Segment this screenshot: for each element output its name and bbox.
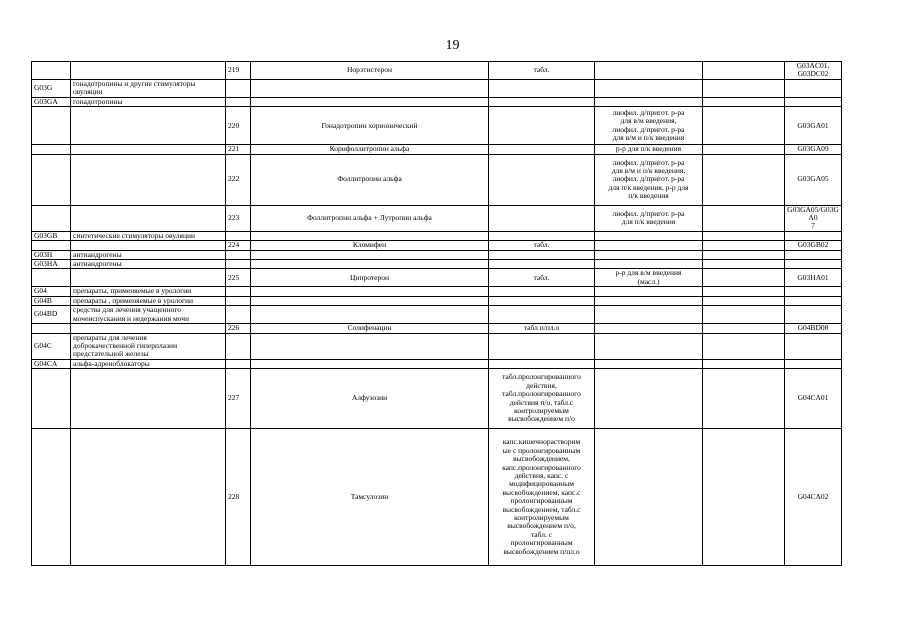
empty-cell bbox=[703, 369, 785, 429]
dosage-form-secondary bbox=[595, 250, 703, 259]
dosage-form-primary: капс.кишечнорастворим ые с пролонгированным высвобождением, капс.пролонгированного действия, капс. с модифицированным высвобождением, капс.с пролонгированным высвобождением, табл.с контролируемым высвобождением п/о, табл. с пролонгированным высвобождением п/пл.о bbox=[489, 429, 595, 566]
dosage-form-primary bbox=[489, 145, 595, 154]
atc-group-name bbox=[71, 269, 226, 287]
drug-name bbox=[251, 231, 489, 240]
atc-group-code bbox=[32, 369, 71, 429]
drug-name bbox=[251, 287, 489, 296]
item-number: 224 bbox=[226, 241, 251, 250]
dosage-form-secondary bbox=[595, 97, 703, 106]
table-row bbox=[32, 306, 842, 324]
dosage-form-primary bbox=[489, 306, 595, 324]
dosage-form-primary bbox=[489, 107, 595, 145]
dosage-form-primary bbox=[489, 205, 595, 231]
dosage-form-secondary bbox=[595, 306, 703, 324]
empty-cell bbox=[703, 333, 785, 359]
atc-group-name bbox=[71, 107, 226, 145]
item-number bbox=[226, 79, 251, 97]
item-number bbox=[226, 359, 251, 368]
dosage-form-secondary bbox=[595, 296, 703, 305]
atc-code bbox=[785, 333, 842, 359]
drug-name bbox=[251, 97, 489, 106]
atc-group-code bbox=[32, 145, 71, 154]
atc-code: G03GB02 bbox=[785, 241, 842, 250]
dosage-form-primary: табл. bbox=[489, 62, 595, 80]
page-number: 19 bbox=[445, 38, 460, 53]
atc-group-name bbox=[71, 369, 226, 429]
dosage-form-primary bbox=[489, 359, 595, 368]
table-row bbox=[32, 154, 842, 205]
dosage-form-secondary bbox=[595, 369, 703, 429]
atc-code: G04BD08 bbox=[785, 324, 842, 333]
item-number: 225 bbox=[226, 269, 251, 287]
atc-group-code bbox=[32, 205, 71, 231]
item-number: 226 bbox=[226, 324, 251, 333]
atc-code bbox=[785, 359, 842, 368]
item-number bbox=[226, 306, 251, 324]
table-row bbox=[32, 324, 842, 333]
table-row bbox=[32, 269, 842, 287]
atc-group-name: альфа-адреноблокаторы bbox=[71, 359, 226, 368]
empty-cell bbox=[703, 107, 785, 145]
empty-cell bbox=[703, 429, 785, 566]
atc-group-name bbox=[71, 145, 226, 154]
item-number: 221 bbox=[226, 145, 251, 154]
atc-group-code: G03GA bbox=[32, 97, 71, 106]
dosage-form-primary: табл. bbox=[489, 269, 595, 287]
atc-group-name bbox=[71, 324, 226, 333]
drug-name: Кломифен bbox=[251, 241, 489, 250]
table-row bbox=[32, 333, 842, 359]
atc-group-name bbox=[71, 154, 226, 205]
atc-group-code: G04B bbox=[32, 296, 71, 305]
atc-group-name bbox=[71, 429, 226, 566]
atc-group-code bbox=[32, 429, 71, 566]
atc-group-name: гонадотропины и другие стимуляторы овуляции bbox=[71, 79, 226, 97]
atc-group-code: G03GB bbox=[32, 231, 71, 240]
table-row bbox=[32, 145, 842, 154]
empty-cell bbox=[703, 287, 785, 296]
empty-cell bbox=[703, 250, 785, 259]
atc-group-code bbox=[32, 107, 71, 145]
drug-name: Солифенацин bbox=[251, 324, 489, 333]
atc-group-code: G04C bbox=[32, 333, 71, 359]
empty-cell bbox=[703, 324, 785, 333]
empty-cell bbox=[703, 154, 785, 205]
empty-cell bbox=[703, 79, 785, 97]
table-row bbox=[32, 287, 842, 296]
drug-name: Алфузозин bbox=[251, 369, 489, 429]
atc-code: G03GA09 bbox=[785, 145, 842, 154]
atc-group-code bbox=[32, 62, 71, 80]
item-number: 222 bbox=[226, 154, 251, 205]
dosage-form-secondary bbox=[595, 429, 703, 566]
atc-code bbox=[785, 231, 842, 240]
dosage-form-primary bbox=[489, 250, 595, 259]
atc-group-name: гонадотропины bbox=[71, 97, 226, 106]
atc-group-name: препараты для лечения доброкачественной гиперплазии предстательной железы bbox=[71, 333, 226, 359]
atc-group-name bbox=[71, 62, 226, 80]
atc-group-name: антиандрогены bbox=[71, 260, 226, 269]
dosage-form-primary bbox=[489, 231, 595, 240]
item-number bbox=[226, 287, 251, 296]
drug-name: Корифоллитропин альфа bbox=[251, 145, 489, 154]
item-number bbox=[226, 260, 251, 269]
table-row bbox=[32, 107, 842, 145]
item-number: 228 bbox=[226, 429, 251, 566]
drug-name bbox=[251, 306, 489, 324]
dosage-form-primary: табл.пролонгированного действия, табл.пролонгированного действия п/о, табл.с контролируемым высвобождением п/о bbox=[489, 369, 595, 429]
atc-group-code: G03HA bbox=[32, 260, 71, 269]
atc-group-name bbox=[71, 205, 226, 231]
dosage-form-primary bbox=[489, 79, 595, 97]
empty-cell bbox=[703, 241, 785, 250]
drug-name bbox=[251, 250, 489, 259]
atc-code bbox=[785, 287, 842, 296]
drug-name: Фоллитропин альфа bbox=[251, 154, 489, 205]
dosage-form-secondary bbox=[595, 79, 703, 97]
atc-group-code bbox=[32, 154, 71, 205]
item-number bbox=[226, 97, 251, 106]
atc-code bbox=[785, 79, 842, 97]
drug-name: Гонадотропин хорионический bbox=[251, 107, 489, 145]
atc-code: G03GA05/G03GA0 7 bbox=[785, 205, 842, 231]
dosage-form-primary bbox=[489, 97, 595, 106]
empty-cell bbox=[703, 97, 785, 106]
drug-name: Тамсулозин bbox=[251, 429, 489, 566]
atc-group-name: средства для лечения учащенного мочеиспускания и недержания мочи bbox=[71, 306, 226, 324]
dosage-form-secondary bbox=[595, 62, 703, 80]
dosage-form-secondary bbox=[595, 324, 703, 333]
drug-name bbox=[251, 260, 489, 269]
table-row bbox=[32, 250, 842, 259]
atc-group-name bbox=[71, 241, 226, 250]
atc-group-code: G04CA bbox=[32, 359, 71, 368]
dosage-form-secondary: лиофил. д/пригот. р-ра для в/м и п/к введения, лиофил. д/пригот. р-ра для п/к введения, р-р для п/к введения bbox=[595, 154, 703, 205]
table-row bbox=[32, 205, 842, 231]
item-number: 219 bbox=[226, 62, 251, 80]
empty-cell bbox=[703, 231, 785, 240]
empty-cell bbox=[703, 296, 785, 305]
table-row bbox=[32, 260, 842, 269]
dosage-form-secondary bbox=[595, 359, 703, 368]
dosage-form-primary bbox=[489, 154, 595, 205]
dosage-form-secondary: р-р для в/м введения (масл.) bbox=[595, 269, 703, 287]
atc-group-code: G03H bbox=[32, 250, 71, 259]
item-number: 220 bbox=[226, 107, 251, 145]
atc-group-code bbox=[32, 241, 71, 250]
empty-cell bbox=[703, 145, 785, 154]
dosage-form-primary bbox=[489, 287, 595, 296]
atc-code: G03GA05 bbox=[785, 154, 842, 205]
atc-code bbox=[785, 260, 842, 269]
table-row bbox=[32, 296, 842, 305]
atc-group-code: G04 bbox=[32, 287, 71, 296]
table-row bbox=[32, 62, 842, 80]
atc-code: G04CA01 bbox=[785, 369, 842, 429]
table-row bbox=[32, 231, 842, 240]
empty-cell bbox=[703, 359, 785, 368]
atc-group-name: препараты, применяемые в урологии bbox=[71, 287, 226, 296]
empty-cell bbox=[703, 62, 785, 80]
dosage-form-secondary: лиофил. д/пригот. р-ра для в/м введения, лиофил. д/пригот. р-ра для в/м и п/к введения bbox=[595, 107, 703, 145]
empty-cell bbox=[703, 269, 785, 287]
atc-group-code bbox=[32, 269, 71, 287]
drug-name bbox=[251, 79, 489, 97]
dosage-form-secondary bbox=[595, 231, 703, 240]
dosage-form-secondary: лиофил. д/пригот. р-ра для п/к введения bbox=[595, 205, 703, 231]
item-number bbox=[226, 231, 251, 240]
atc-group-code: G03G bbox=[32, 79, 71, 97]
item-number: 223 bbox=[226, 205, 251, 231]
dosage-form-primary bbox=[489, 333, 595, 359]
atc-group-name: синтетические стимуляторы овуляции bbox=[71, 231, 226, 240]
drug-name: Фоллитропин альфа + Лутропин альфа bbox=[251, 205, 489, 231]
atc-code: G03HA01 bbox=[785, 269, 842, 287]
empty-cell bbox=[703, 205, 785, 231]
atc-code: G04CA02 bbox=[785, 429, 842, 566]
item-number: 227 bbox=[226, 369, 251, 429]
atc-code bbox=[785, 306, 842, 324]
drug-name bbox=[251, 333, 489, 359]
drug-name: Ципротерон bbox=[251, 269, 489, 287]
atc-code: G03AC01, G03DC02 bbox=[785, 62, 842, 80]
dosage-form-primary bbox=[489, 260, 595, 269]
atc-code bbox=[785, 250, 842, 259]
table-row bbox=[32, 241, 842, 250]
atc-group-name: препараты , применяемые в урологии bbox=[71, 296, 226, 305]
empty-cell bbox=[703, 306, 785, 324]
dosage-form-secondary bbox=[595, 260, 703, 269]
table-row bbox=[32, 359, 842, 368]
atc-code bbox=[785, 296, 842, 305]
dosage-form-primary bbox=[489, 296, 595, 305]
drug-name bbox=[251, 359, 489, 368]
drug-name: Норэтистерон bbox=[251, 62, 489, 80]
dosage-form-primary: табл. bbox=[489, 241, 595, 250]
drug-name bbox=[251, 296, 489, 305]
drug-table-body bbox=[32, 62, 842, 566]
atc-code: G03GA01 bbox=[785, 107, 842, 145]
item-number bbox=[226, 333, 251, 359]
item-number bbox=[226, 250, 251, 259]
table-row bbox=[32, 429, 842, 566]
table-row bbox=[32, 369, 842, 429]
atc-group-name: антиандрогены bbox=[71, 250, 226, 259]
atc-code bbox=[785, 97, 842, 106]
item-number bbox=[226, 296, 251, 305]
dosage-form-secondary: р-р для п/к введения bbox=[595, 145, 703, 154]
atc-group-code: G04BD bbox=[32, 306, 71, 324]
dosage-form-secondary bbox=[595, 333, 703, 359]
table-row bbox=[32, 97, 842, 106]
table-row bbox=[32, 79, 842, 97]
dosage-form-secondary bbox=[595, 287, 703, 296]
atc-group-code bbox=[32, 324, 71, 333]
dosage-form-secondary bbox=[595, 241, 703, 250]
dosage-form-primary: табл п/пл.о bbox=[489, 324, 595, 333]
drug-table bbox=[31, 61, 842, 566]
empty-cell bbox=[703, 260, 785, 269]
